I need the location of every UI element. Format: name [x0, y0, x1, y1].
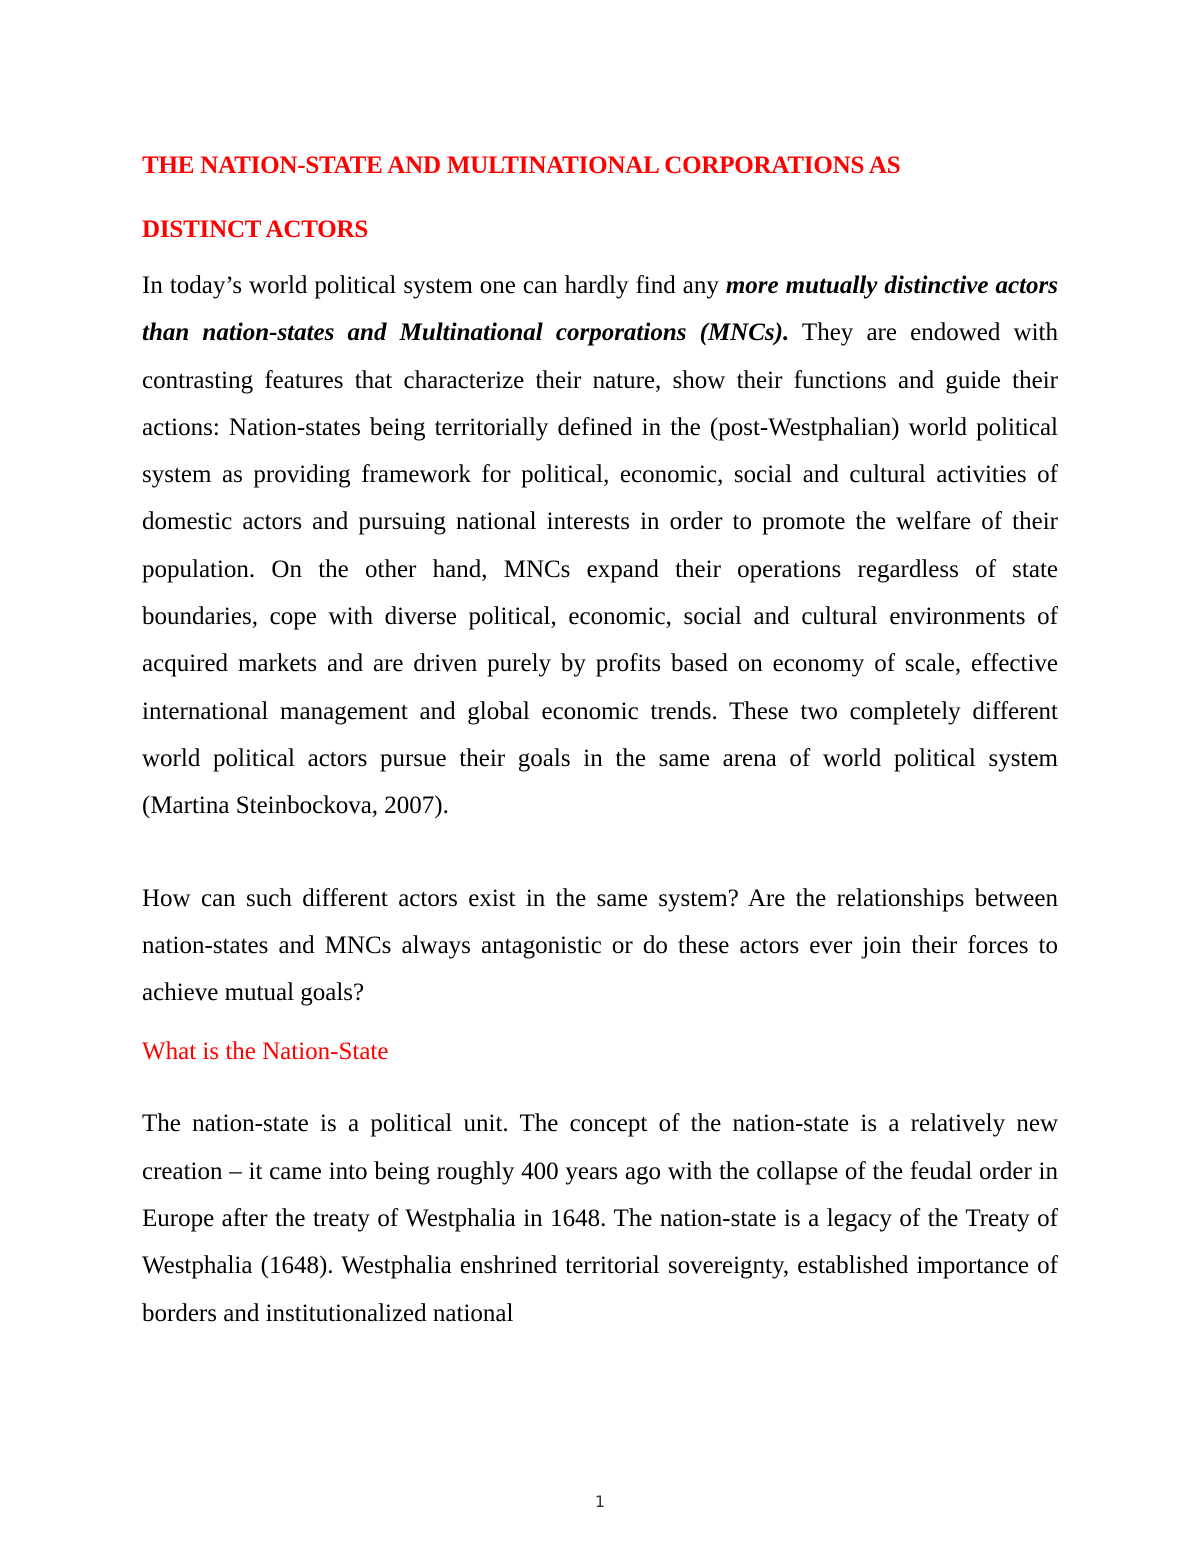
paragraph-nation-state: The nation-state is a political unit. The concept of the nation-state is a relatively new creation – it came into being roughly 400 years ago with the collapse of the feudal order in Europe after the treaty of Westphalia in 1648. The nation-state is a legacy of the Treaty of Westphalia (1648). Westphalia enshrined territorial sovereignty, established importance of borders and institutionalized national: [142, 1110, 1058, 1327]
paragraph-questions: How can such different actors exist in the same system? Are the relationships between nation-states and MNCs always antagonistic or do these actors ever join their forces to achieve mutual goals?: [142, 884, 1058, 1007]
title-line-2: DISTINCT ACTORS: [142, 216, 369, 243]
page-number: 1: [594, 1492, 606, 1511]
paragraph-intro-body: They are endowed with contrasting features that characterize their nature, show their functions and guide their actions: Nation-states being territorially defined in the (post-Westphalian) world political system as providing framework for political, economic, social and cultural activities of domestic actors and pursuing national interests in order to promote the welfare of their population. On the other hand, MNCs expand their operations regardless of state boundaries, cope with diverse political, economic, social and cultural environments of acquired markets and are driven purely by profits based on economy of scale, effective international management and global economic trends. These two completely different world political actors pursue their goals in the same arena of world political system (Martina Steinbockova, 2007).: [142, 319, 1058, 820]
paragraph-intro-lead: In today’s world political system one can hardly find any: [142, 272, 726, 299]
page-content: [142, 134, 1058, 1337]
paragraph-spacer: [142, 830, 1058, 875]
paragraph-intro: [142, 262, 1058, 830]
paragraph-intro-emphasis: more mutually distinctive actors than nation-states and Multinational corporations (MNCs).: [142, 272, 1058, 347]
section-heading: What is the Nation-State: [142, 1038, 389, 1066]
paragraph-spacer: [142, 1075, 1058, 1100]
document-title: [142, 134, 1058, 262]
title-line-1: THE NATION-STATE AND MULTINATIONAL CORPORATIONS AS: [142, 152, 901, 179]
paragraph-spacer: [142, 1016, 1058, 1028]
